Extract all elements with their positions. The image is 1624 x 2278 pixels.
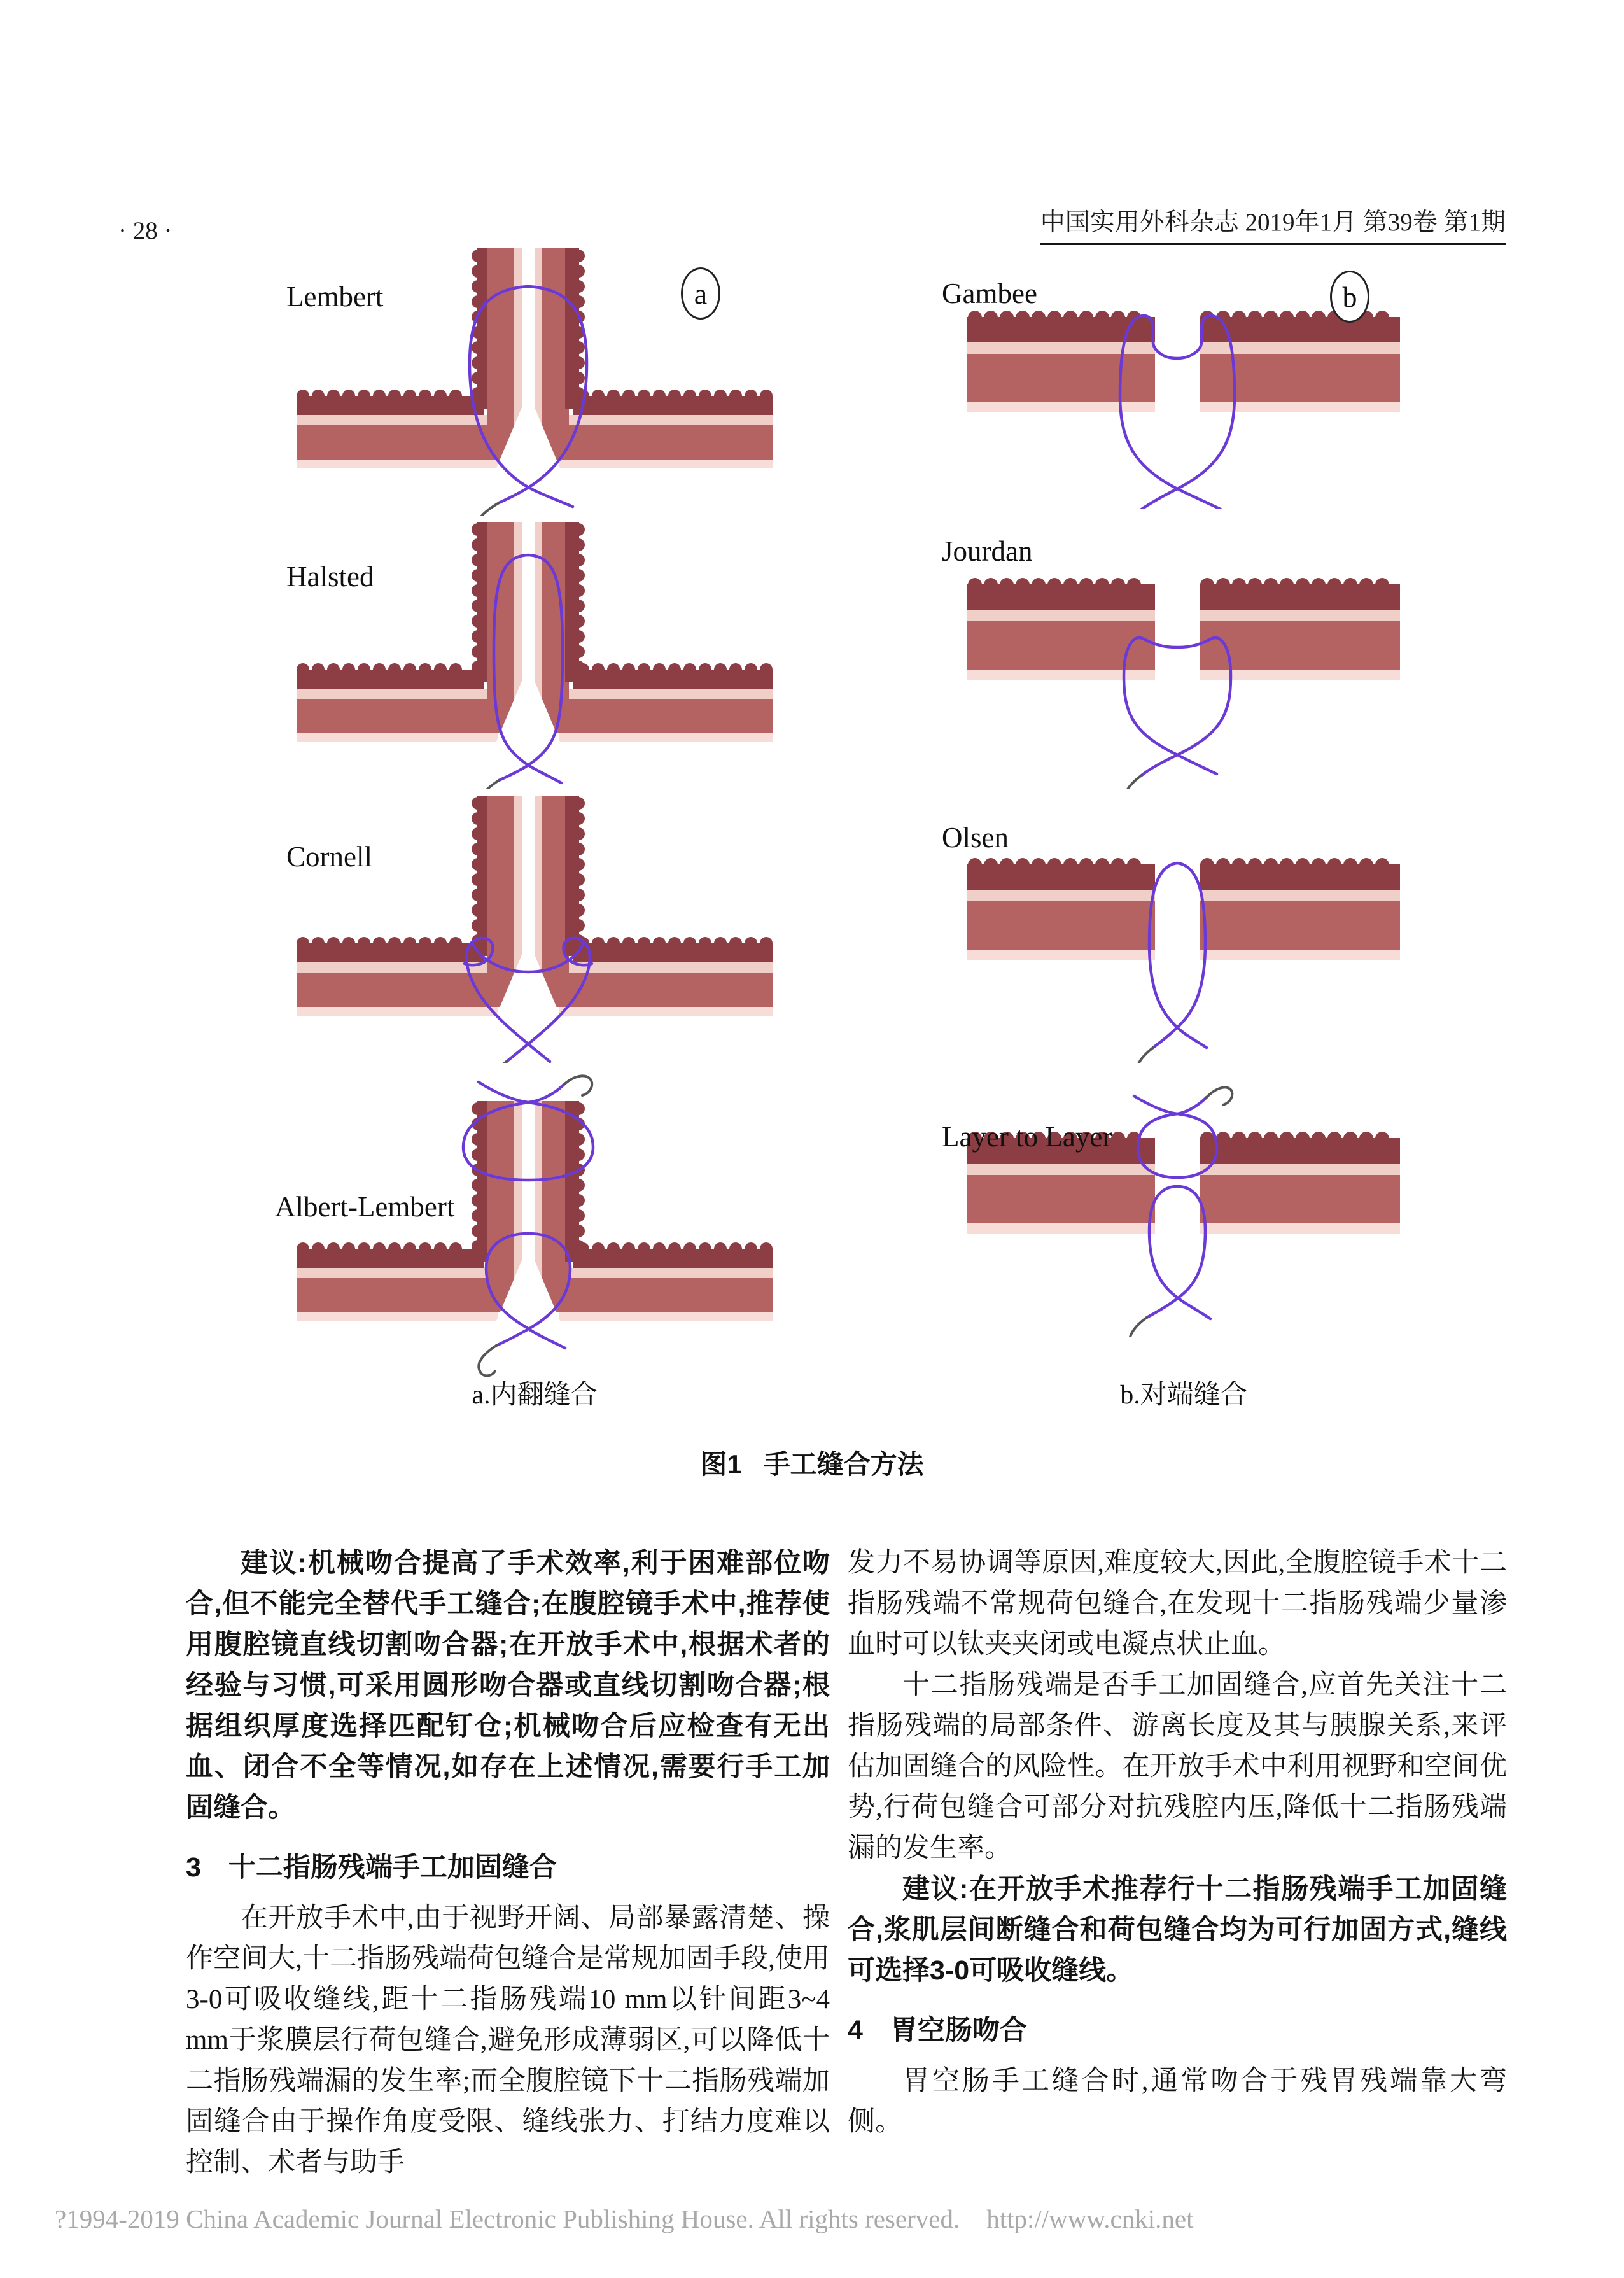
paragraph-continuation: 发力不易协调等原因,难度较大,因此,全腹腔镜手术十二指肠残端不常规荷包缝合,在发现十二指肠残端少量渗血时可以钛夹夹闭或电凝点状止血。 [848,1548,1507,1659]
figure-caption-number: 图1 [700,1449,742,1479]
suture-label-halsted: Halsted [286,561,374,593]
paragraph-duodenal-stump: 十二指肠残端是否手工加固缝合,应首先关注十二指肠残端的局部条件、游离长度及其与胰腺关系,来评估加固缝合的风险性。在开放手术中利用视野和空间优势,行荷包缝合可部分对抗残腔内压,降低十二指肠残端漏的发生率。 [848,1670,1507,1863]
panel-gambee [923,242,1445,509]
cnki-url[interactable]: http://www.cnki.net [986,2204,1194,2233]
panel-badge-a: a [681,267,720,320]
panel-albert [274,1063,795,1381]
section-heading-4: 4 胃空肠吻合 [848,2015,1027,2046]
panel-jourdan [923,509,1445,789]
caption-group-a: a.内翻缝合 [472,1381,598,1410]
page-header [118,202,1506,245]
panel-olsen [923,789,1445,1063]
panel-cornell [274,789,795,1063]
suture-label-gambee: Gambee [942,278,1037,309]
page-number: · 28 · [118,217,172,244]
paragraph-open-surgery: 在开放手术中,由于视野开阔、局部暴露清楚、操作空间大,十二指肠残端荷包缝合是常规加固手段,使用3-0可吸收缝线,距十二指肠残端10 mm以针间距3~4 mm于浆膜层行荷包缝合,避免形成薄弱区,可以降低十二指肠残端漏的发生率;而全腹腔镜下十二指肠残端加固缝合由于操作角度受限、缝线张力、打结力度难以控制、术者与助手 [186,1903,830,2177]
paragraph-recommendation-mechanical: 建议:机械吻合提高了手术效率,利于困难部位吻合,但不能完全替代手工缝合;在腹腔镜手术中,推荐使用腹腔镜直线切割吻合器;在开放手术中,根据术者的经验与习惯,可采用圆形吻合器或直线切割吻合器;根据组织厚度选择匹配钉仓;机械吻合后应检查有无出血、闭合不全等情况,如存在上述情况,需要行手工加固缝合。 [186,1548,830,1823]
figure-caption [0,1444,1624,1482]
suture-label-albert: Albert-Lembert [275,1191,455,1223]
suture-illustration-cornell [274,789,795,1063]
section-heading-3: 3 十二指肠残端手工加固缝合 [186,1852,557,1883]
suture-label-cornell: Cornell [286,841,372,873]
body-column-left [186,1543,830,2183]
page-footer [55,2204,1194,2234]
copyright-text: ?1994-2019 China Academic Journal Electronic Publishing House. All rights reserved. [55,2204,960,2233]
suture-label-lembert: Lembert [286,281,384,313]
panel-layer [923,1063,1445,1337]
suture-illustration-layer [923,1063,1445,1337]
panel-halsted [274,516,795,789]
body-column-right [848,1543,1507,2142]
suture-label-olsen: Olsen [942,822,1009,854]
panel-lembert [274,242,795,516]
figure-caption-text: 手工缝合方法 [763,1449,924,1479]
journal-info: 中国实用外科杂志 2019年1月 第39卷 第1期 [1040,202,1506,245]
suture-label-layer: Layer to Layer [942,1121,1112,1153]
suture-illustration-halsted [274,516,795,789]
caption-group-b: b.对端缝合 [1120,1381,1247,1410]
paragraph-gastrojejunostomy: 胃空肠手工缝合时,通常吻合于残胃残端靠大弯侧。 [848,2066,1507,2137]
panel-badge-b: b [1330,271,1369,323]
suture-label-jourdan: Jourdan [942,535,1033,567]
paragraph-recommendation-stump: 建议:在开放手术推荐行十二指肠残端手工加固缝合,浆肌层间断缝合和荷包缝合均为可行加固方式,缝线可选择3-0可吸收缝线。 [848,1874,1507,1986]
